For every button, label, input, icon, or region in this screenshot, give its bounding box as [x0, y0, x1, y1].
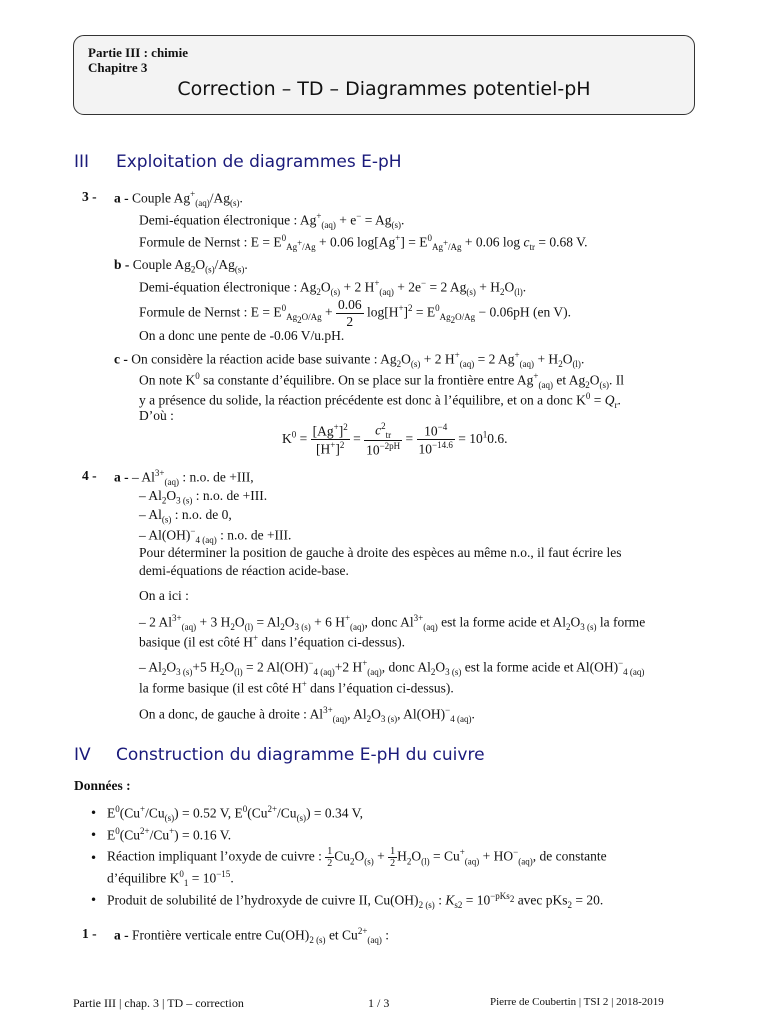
- text: Formule de Nernst : E = E: [139, 234, 282, 250]
- text: Réaction impliquant l’oxyde de cuivre :: [107, 848, 322, 864]
- question-number: 1 -: [82, 926, 97, 941]
- page-title: Correction – TD – Diagrammes potentiel-pH: [177, 78, 591, 100]
- q3b-demi-equation: Demi-équation électronique : $Ag_2O_{(s)} + 2$ $H^+_{(aq)} + 2e^- = 2$ $Ag_{(s)} + H_2O_{(l)}$.: [139, 278, 527, 298]
- q3c-reaction: c - On considère la réaction acide base suivante : $Ag_2O_{(s)} + 2$ $H^+_{(aq)} = 2$ $Ag^+_{(aq)} + H_2O_{(l)}$.: [114, 350, 585, 370]
- q4a-equation2: – $Al_2O_{3 (s)}+5$ $H_2O_{(l)} = 2$ $Al(OH)^-_{4 (aq)}+2$ $H^+_{(aq)}$, donc $Al_2O_{3 (s)}$ est la forme acide et $Al(OH)^-_{4 (aq)}$: [139, 658, 645, 678]
- q3b-pente: On a donc une pente de -0.06 V/u.pH.: [139, 328, 345, 343]
- section-title: Construction du diagramme E-pH du cuivre: [116, 745, 485, 765]
- bullet-icon: •: [90, 893, 98, 907]
- bullet-icon: •: [90, 806, 98, 820]
- q4-number: [82, 468, 97, 484]
- q3c-k0-equation: $K^0$ = $\frac{[Ag^+]^2}{[H^+]^2}$ = $\frac{c^2_{tr}}{10^{-2pH}}$ = $\frac{10^{-4}}{10^{-14.6}}$ = $10^10.6$.: [282, 421, 508, 458]
- q3c-line2: On note $K^0$ sa constante d’équilibre. On se place sur la frontière entre $Ag^+_{(aq)}$ et $Ag_2O_{(s)}$. Il: [139, 371, 624, 391]
- text: la forme basique (il est côté H: [139, 680, 302, 696]
- donnee-4: Produit de solubilité de l’hydroxyde de cuivre II, $Cu(OH)_{2 (s)}$ : $K_{s2} = 10^{-pKs_2}$ avec pKs$_2$ = 20.: [107, 891, 604, 911]
- donnee-2: $E^0(Cu^{2+}/Cu^+) = 0.16$ V.: [107, 826, 232, 843]
- section-number: III: [74, 152, 90, 172]
- text: Produit de solubilité de l’hydroxyde de cuivre II, Cu(OH): [107, 892, 419, 908]
- q3b-couple: b - Couple $Ag_2O_{(s)}/Ag_{(s)}$.: [114, 257, 248, 275]
- text: y a présence du solide, la réaction précédente est donc à l’équilibre, et on a donc K: [139, 392, 586, 408]
- q4a-item1: a - – $Al^{3+}_{(aq)}$ : n.o. de +III,: [114, 468, 254, 488]
- text: (Cu: [119, 805, 140, 821]
- subquestion-label: a -: [114, 469, 129, 485]
- text: Demi-équation électronique : Ag: [139, 279, 317, 295]
- q3a-nernst: Formule de Nernst : $E = E^0_{Ag^+/Ag} + 0.06$ $\log[Ag^+] = E^0_{Ag^+/Ag} + 0.06$ $\log c_{tr} = 0.68$ V.: [139, 233, 588, 253]
- bullet-icon: •: [90, 851, 98, 865]
- footer-right: Pierre de Coubertin | TSI 2 | 2018-2019: [490, 996, 664, 1008]
- subquestion-label: a -: [114, 927, 129, 943]
- text: Formule de Nernst : E = E: [139, 304, 282, 320]
- donnees-heading: Données :: [74, 778, 131, 793]
- subquestion-label: a -: [114, 190, 129, 206]
- q3a-line1: [82, 189, 97, 205]
- subquestion-label: b -: [114, 257, 130, 272]
- donnee-3: Réaction impliquant l’oxyde de cuivre : $\frac{1}{2}$ $Cu_2O_{(s)}$ + $\frac{1}{2}$ $H_2O_{(l)} = Cu^+_{(aq)} + HO^-_{(aq)}$, de constante: [107, 846, 607, 869]
- text: Demi-équation électronique : Ag: [139, 212, 317, 228]
- q4a-pour2: demi-équations de réaction acide-base.: [139, 563, 349, 578]
- text: d’équilibre K: [107, 870, 180, 886]
- q1a-text: a - Frontière verticale entre $Cu(OH)_{2 (s)}$ et $Cu^{2+}_{(aq)}$ :: [114, 926, 390, 946]
- q4a-basique1: basique (il est côté H+ dans l’équation ci-dessus).: [139, 633, 406, 650]
- text: Frontière verticale entre Cu(OH): [132, 927, 310, 943]
- question-number: 4 -: [82, 468, 97, 483]
- footer-left: Partie III | chap. 3 | TD – correction: [73, 996, 244, 1010]
- q1-number: [82, 926, 97, 942]
- page-number: 1 / 3: [368, 996, 390, 1010]
- q3c-dou: D’où :: [139, 408, 174, 423]
- q4a-final: On a donc, de gauche à droite : $Al^{3+}_{(aq)}$, $Al_2O_{3 (s)}$, $Al(OH)^-_{4 (aq)}$.: [139, 705, 475, 725]
- q3b-nernst: Formule de Nernst : $E = E^0_{Ag_2O/Ag}$ + $\frac{0.06}{2}$ $\log[H^+]^2 = E^0_{Ag_2O/Ag} - 0.06pH$ (en V).: [139, 297, 572, 329]
- q4a-pour1: Pour déterminer la position de gauche à droite des espèces au même n.o., il faut écrire les: [139, 545, 622, 560]
- header-box: [73, 35, 695, 115]
- text: sa constante d’équilibre. On se place sur la frontière entre Ag: [199, 372, 534, 388]
- q4a-basique2: la forme basique (il est côté H+ dans l’équation ci-dessus).: [139, 679, 454, 696]
- subquestion-label: c -: [114, 351, 128, 367]
- q3a-couple: a - Couple $Ag^+_{(aq)}/Ag_{(s)}$.: [114, 189, 243, 209]
- q4a-onaici: On a ici :: [139, 588, 189, 603]
- q3c-line3: y a présence du solide, la réaction précédente est donc à l’équilibre, et on a donc $K^0 = Q_r$.: [139, 391, 621, 411]
- q3a-demi-equation: Demi-équation électronique : $Ag^+_{(aq)} + e^- = Ag_{(s)}$.: [139, 211, 405, 231]
- q4a-item2: – $Al_2O_{3 (s)}$ : n.o. de +III.: [139, 488, 268, 506]
- text: basique (il est côté H: [139, 634, 253, 650]
- header-part: Partie III : chimie: [88, 45, 189, 60]
- q4a-item3: – $Al_{(s)}$ : n.o. de 0,: [139, 507, 232, 525]
- question-number: 3 -: [82, 189, 97, 204]
- text: Couple Ag: [132, 257, 191, 272]
- q4a-item4: – $Al(OH)^-_{4 (aq)}$ : n.o. de +III.: [139, 526, 292, 546]
- text: On considère la réaction acide base suivante : Ag: [131, 351, 397, 367]
- section-title: Exploitation de diagrammes E-pH: [116, 152, 402, 172]
- q4a-equation1: – 2 $Al^{3+}_{(aq)} + 3$ $H_2O_{(l)} = Al_2O_{3 (s)} + 6$ $H^+_{(aq)}$, donc $Al^{3+}_{(aq)}$ est la forme acide et $Al_2O_{3 (s)}$ la forme: [139, 613, 646, 633]
- section-heading-iv: [74, 745, 485, 765]
- section-number: IV: [74, 745, 91, 765]
- text: On a donc, de gauche à droite : Al: [139, 706, 324, 722]
- text: dans l’équation ci-dessus).: [306, 680, 454, 696]
- donnee-1: $E^0(Cu^+/Cu_{(s)}) = 0.52$ V, $E^0(Cu^{2+}/Cu_{(s)}) = 0.34$ V,: [107, 804, 364, 824]
- header-chapter: Chapitre 3: [88, 60, 148, 75]
- text: Couple Ag: [132, 190, 191, 206]
- bullet-icon: •: [90, 828, 98, 842]
- donnee-3-line2: d’équilibre $K^0_1 = 10^{-15}$.: [107, 869, 234, 889]
- text: dans l’équation ci-dessus).: [258, 634, 406, 650]
- text: = 0.68 V.: [538, 234, 588, 250]
- text: On note K: [139, 372, 196, 388]
- section-heading-iii: [74, 152, 402, 172]
